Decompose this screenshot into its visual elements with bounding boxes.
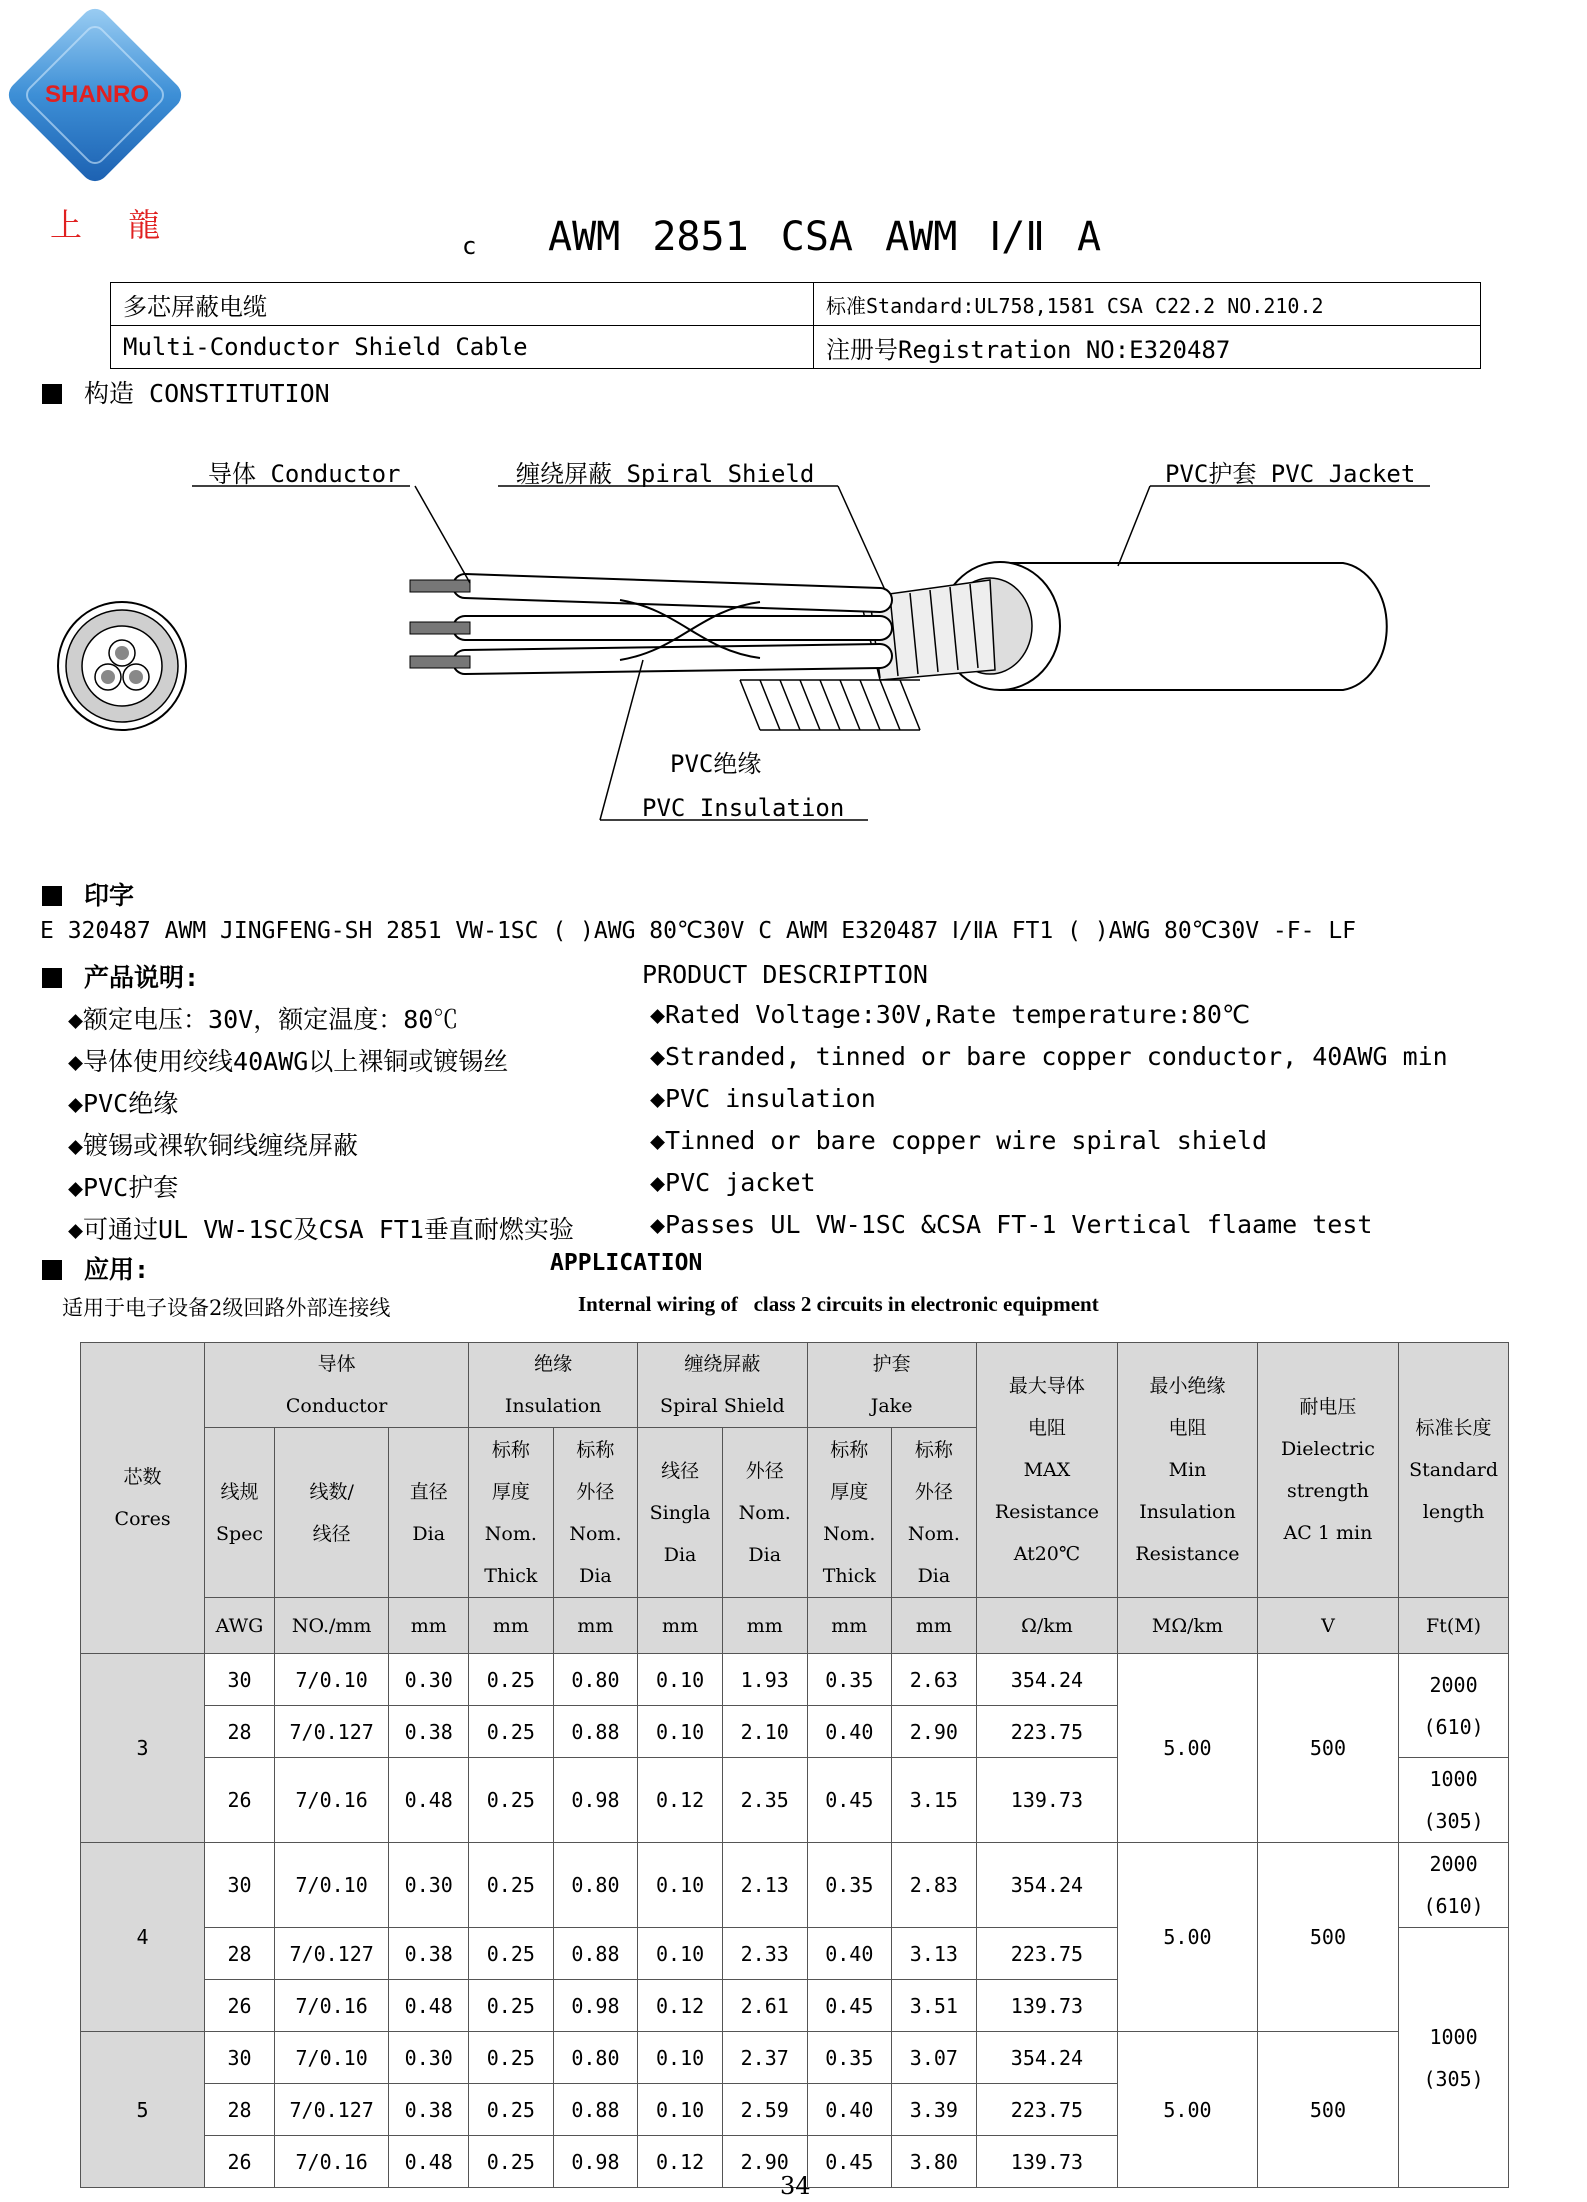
unit-cell: mm — [892, 1598, 977, 1654]
length-cell: 1000 (305) — [1399, 1928, 1509, 2188]
desc-item-en: ◆Passes UL VW-1SC &CSA FT-1 Vertical flaame test — [650, 1210, 1373, 1239]
registration-text: 注册号Registration NO:E320487 — [814, 326, 1481, 369]
data-cell: 3.07 — [892, 2032, 977, 2084]
data-cell: 26 — [205, 2136, 275, 2188]
label-insulation-cn: PVC绝缘 — [670, 750, 762, 778]
unit-cell: mm — [469, 1598, 554, 1654]
data-cell: 0.48 — [389, 1980, 469, 2032]
data-cell: 0.25 — [469, 1758, 554, 1843]
title-prefix: c — [462, 232, 477, 260]
data-cell: 139.73 — [976, 2136, 1118, 2188]
data-cell: 0.80 — [553, 1654, 638, 1706]
label-insulation-en: PVC Insulation — [642, 794, 845, 822]
data-cell: 0.30 — [389, 2032, 469, 2084]
cable-name-en: Multi-Conductor Shield Cable — [111, 326, 814, 369]
data-cell: 0.12 — [638, 1758, 723, 1843]
data-cell: 0.48 — [389, 1758, 469, 1843]
data-cell: 223.75 — [976, 2084, 1118, 2136]
data-cell: 1.93 — [722, 1654, 807, 1706]
insulation-resistance-cell: 5.00 — [1118, 1654, 1258, 1843]
data-cell: 26 — [205, 1758, 275, 1843]
data-cell: 0.40 — [807, 1706, 892, 1758]
header-shield-dia: 外径 Nom. Dia — [722, 1428, 807, 1598]
data-cell: 0.25 — [469, 2136, 554, 2188]
header-insulation-thick: 标称 厚度 Nom. Thick — [469, 1428, 554, 1598]
header-strands: 线数/ 线径 — [274, 1428, 389, 1598]
data-cell: 0.25 — [469, 1654, 554, 1706]
construction-heading-text: 构造 CONSTITUTION — [84, 379, 330, 408]
desc-item-en: ◆PVC jacket — [650, 1168, 816, 1197]
unit-cell: mm — [722, 1598, 807, 1654]
data-cell: 3.13 — [892, 1928, 977, 1980]
data-cell: 223.75 — [976, 1706, 1118, 1758]
unit-cell: Ft(M) — [1399, 1598, 1509, 1654]
data-cell: 0.45 — [807, 2136, 892, 2188]
data-cell: 0.88 — [553, 2084, 638, 2136]
logo-text: SHANRO — [44, 81, 150, 108]
data-cell: 30 — [205, 1843, 275, 1928]
desc-item-cn: ◆导体使用绞线40AWG以上裸铜或镀锡丝 — [68, 1047, 509, 1076]
unit-cell: Ω/km — [976, 1598, 1118, 1654]
pvc-jacket-drawing — [940, 562, 1387, 690]
data-cell: 0.38 — [389, 1706, 469, 1758]
construction-heading — [42, 374, 330, 410]
data-cell: 7/0.127 — [274, 1928, 389, 1980]
data-cell: 0.98 — [553, 1980, 638, 2032]
page-number: 34 — [780, 2172, 811, 2200]
data-cell: 2.90 — [892, 1706, 977, 1758]
unit-cell: AWG — [205, 1598, 275, 1654]
data-cell: 354.24 — [976, 1843, 1118, 1928]
data-cell: 0.80 — [553, 2032, 638, 2084]
data-cell: 2.59 — [722, 2084, 807, 2136]
data-cell: 0.38 — [389, 2084, 469, 2136]
unit-cell: mm — [638, 1598, 723, 1654]
data-cell: 7/0.10 — [274, 1654, 389, 1706]
data-cell: 0.88 — [553, 1706, 638, 1758]
square-bullet-icon — [42, 384, 62, 404]
data-cell: 2.83 — [892, 1843, 977, 1928]
data-cell: 0.25 — [469, 1928, 554, 1980]
description-list-en — [650, 1000, 1448, 1252]
label-spiral-shield: 缠绕屏蔽 Spiral Shield — [516, 460, 815, 488]
data-cell: 2.35 — [722, 1758, 807, 1843]
brand-chinese-name: 上 龍 — [50, 206, 179, 244]
cores-cell: 3 — [81, 1654, 205, 1843]
header-insulation: 绝缘 Insulation — [469, 1343, 638, 1428]
insulation-resistance-cell: 5.00 — [1118, 1843, 1258, 2032]
unit-cell: MΩ/km — [1118, 1598, 1258, 1654]
cores-cell: 4 — [81, 1843, 205, 2032]
data-cell: 3.80 — [892, 2136, 977, 2188]
cross-section-diagram — [58, 602, 186, 730]
unit-cell: NO./mm — [274, 1598, 389, 1654]
spec-table — [80, 1342, 1509, 2188]
voltage-cell: 500 — [1257, 1843, 1398, 2032]
table-row — [81, 1654, 1509, 1706]
length-cell: 2000 (610) — [1399, 1843, 1509, 1928]
table-row — [81, 2032, 1509, 2084]
data-cell: 2.90 — [722, 2136, 807, 2188]
data-cell: 7/0.16 — [274, 1758, 389, 1843]
data-cell: 26 — [205, 1980, 275, 2032]
data-cell: 28 — [205, 1706, 275, 1758]
description-heading-en: PRODUCT DESCRIPTION — [642, 960, 928, 989]
insulation-resistance-cell: 5.00 — [1118, 2032, 1258, 2188]
data-cell: 3.51 — [892, 1980, 977, 2032]
header-conductor: 导体 Conductor — [205, 1343, 469, 1428]
data-cell: 0.12 — [638, 1980, 723, 2032]
data-cell: 139.73 — [976, 1758, 1118, 1843]
data-cell: 0.45 — [807, 1758, 892, 1843]
header-row — [81, 1343, 1509, 1428]
data-cell: 28 — [205, 2084, 275, 2136]
data-cell: 223.75 — [976, 1928, 1118, 1980]
data-cell: 7/0.10 — [274, 1843, 389, 1928]
header-shield-single-dia: 线径 Singla Dia — [638, 1428, 723, 1598]
data-cell: 7/0.127 — [274, 2084, 389, 2136]
spec-table-body — [81, 1343, 1509, 2188]
header-min-insulation-resistance: 最小绝缘 电阻 Min Insulation Resistance — [1118, 1343, 1258, 1598]
header-max-resistance: 最大导体 电阻 MAX Resistance At20℃ — [976, 1343, 1118, 1598]
header-standard-length: 标准长度 Standard length — [1399, 1343, 1509, 1598]
data-cell: 0.10 — [638, 2084, 723, 2136]
data-cell: 30 — [205, 2032, 275, 2084]
data-cell: 354.24 — [976, 1654, 1118, 1706]
page-title: AWM 2851 CSA AWM Ⅰ/Ⅱ A — [548, 214, 1102, 260]
data-cell: 0.10 — [638, 2032, 723, 2084]
data-cell: 0.25 — [469, 2084, 554, 2136]
data-cell: 0.45 — [807, 1980, 892, 2032]
data-cell: 0.88 — [553, 1928, 638, 1980]
unit-cell: mm — [389, 1598, 469, 1654]
standard-text: 标准Standard:UL758,1581 CSA C22.2 NO.210.2 — [814, 283, 1481, 326]
desc-item-cn: ◆PVC护套 — [68, 1173, 179, 1202]
unit-cell: mm — [553, 1598, 638, 1654]
square-bullet-icon — [42, 1260, 62, 1280]
data-cell: 2.33 — [722, 1928, 807, 1980]
voltage-cell: 500 — [1257, 2032, 1398, 2188]
table-row — [81, 1843, 1509, 1928]
data-cell: 0.25 — [469, 2032, 554, 2084]
description-list-cn — [68, 1000, 574, 1252]
data-cell: 0.12 — [638, 2136, 723, 2188]
data-cell: 0.48 — [389, 2136, 469, 2188]
data-cell: 0.10 — [638, 1843, 723, 1928]
data-cell: 0.25 — [469, 1980, 554, 2032]
application-heading-en: APPLICATION — [550, 1250, 703, 1276]
data-cell: 30 — [205, 1654, 275, 1706]
voltage-cell: 500 — [1257, 1654, 1398, 1843]
data-cell: 139.73 — [976, 1980, 1118, 2032]
data-cell: 0.80 — [553, 1843, 638, 1928]
header-dielectric-strength: 耐电压 Dielectric strength AC 1 min — [1257, 1343, 1398, 1598]
units-row — [81, 1598, 1509, 1654]
data-cell: 7/0.10 — [274, 2032, 389, 2084]
data-cell: 0.40 — [807, 2084, 892, 2136]
data-cell: 0.35 — [807, 2032, 892, 2084]
data-cell: 0.40 — [807, 1928, 892, 1980]
header-insulation-dia: 标称 外径 Nom. Dia — [553, 1428, 638, 1598]
data-cell: 7/0.127 — [274, 1706, 389, 1758]
data-cell: 0.98 — [553, 2136, 638, 2188]
data-cell: 0.10 — [638, 1706, 723, 1758]
marking-text: E 320487 AWM JINGFENG-SH 2851 VW-1SC ( )AWG 80℃30V C AWM E320487 Ⅰ/ⅡA FT1 ( )AWG 80℃30V -F- LF — [40, 918, 1357, 944]
header-cores: 芯数 Cores — [81, 1343, 205, 1654]
data-cell: 0.25 — [469, 1843, 554, 1928]
cores-cell: 5 — [81, 2032, 205, 2188]
label-conductor: 导体 Conductor — [208, 460, 401, 488]
desc-item-en: ◆Rated Voltage:30V,Rate temperature:80℃ — [650, 1000, 1251, 1029]
data-cell: 7/0.16 — [274, 1980, 389, 2032]
data-cell: 0.25 — [469, 1706, 554, 1758]
data-cell: 3.39 — [892, 2084, 977, 2136]
header-spiral-shield: 缠绕屏蔽 Spiral Shield — [638, 1343, 807, 1428]
data-cell: 354.24 — [976, 2032, 1118, 2084]
length-cell: 2000 (610) — [1399, 1654, 1509, 1758]
data-cell: 7/0.16 — [274, 2136, 389, 2188]
data-cell: 0.10 — [638, 1654, 723, 1706]
label-pvc-jacket: PVC护套 PVC Jacket — [1165, 460, 1416, 488]
data-cell: 0.98 — [553, 1758, 638, 1843]
application-text-en: Internal wiring of class 2 circuits in electronic equipment — [578, 1292, 1099, 1316]
data-cell: 2.63 — [892, 1654, 977, 1706]
application-text-cn: 适用于电子设备2级回路外部连接线 — [62, 1296, 391, 1320]
desc-item-en: ◆Stranded, tinned or bare copper conductor, 40AWG min — [650, 1042, 1448, 1071]
application-heading-cn: 应用: — [42, 1250, 149, 1286]
marking-heading: 印字 — [42, 876, 134, 912]
data-cell: 0.38 — [389, 1928, 469, 1980]
data-cell: 3.15 — [892, 1758, 977, 1843]
unit-cell: mm — [807, 1598, 892, 1654]
description-heading-cn: 产品说明: — [42, 958, 199, 994]
company-logo — [0, 0, 190, 190]
data-cell: 2.10 — [722, 1706, 807, 1758]
desc-item-en: ◆PVC insulation — [650, 1084, 876, 1113]
length-cell: 1000 (305) — [1399, 1758, 1509, 1843]
data-cell: 0.30 — [389, 1654, 469, 1706]
cable-name-cn: 多芯屏蔽电缆 — [111, 283, 814, 326]
desc-item-cn: ◆镀锡或裸软铜线缠绕屏蔽 — [68, 1131, 359, 1160]
header-jacket-thick: 标称 厚度 Nom. Thick — [807, 1428, 892, 1598]
info-table — [110, 282, 1481, 369]
cable-construction-diagram — [40, 440, 1460, 840]
data-cell: 28 — [205, 1928, 275, 1980]
data-cell: 0.35 — [807, 1843, 892, 1928]
header-jacket: 护套 Jake — [807, 1343, 976, 1428]
data-cell: 2.37 — [722, 2032, 807, 2084]
insulated-cores-drawing — [465, 586, 880, 662]
data-cell: 0.35 — [807, 1654, 892, 1706]
desc-item-en: ◆Tinned or bare copper wire spiral shield — [650, 1126, 1268, 1155]
data-cell: 0.30 — [389, 1843, 469, 1928]
unit-cell: V — [1257, 1598, 1398, 1654]
data-cell: 0.10 — [638, 1928, 723, 1980]
header-dia: 直径 Dia — [389, 1428, 469, 1598]
data-cell: 2.13 — [722, 1843, 807, 1928]
header-jacket-dia: 标称 外径 Nom. Dia — [892, 1428, 977, 1598]
header-spec: 线规 Spec — [205, 1428, 275, 1598]
desc-item-cn: ◆可通过UL VW-1SC及CSA FT1垂直耐燃实验 — [68, 1215, 574, 1244]
data-cell: 2.61 — [722, 1980, 807, 2032]
square-bullet-icon — [42, 968, 62, 988]
desc-item-cn: ◆PVC绝缘 — [68, 1089, 179, 1118]
square-bullet-icon — [42, 886, 62, 906]
desc-item-cn: ◆额定电压：30V，额定温度：80℃ — [68, 1005, 459, 1034]
